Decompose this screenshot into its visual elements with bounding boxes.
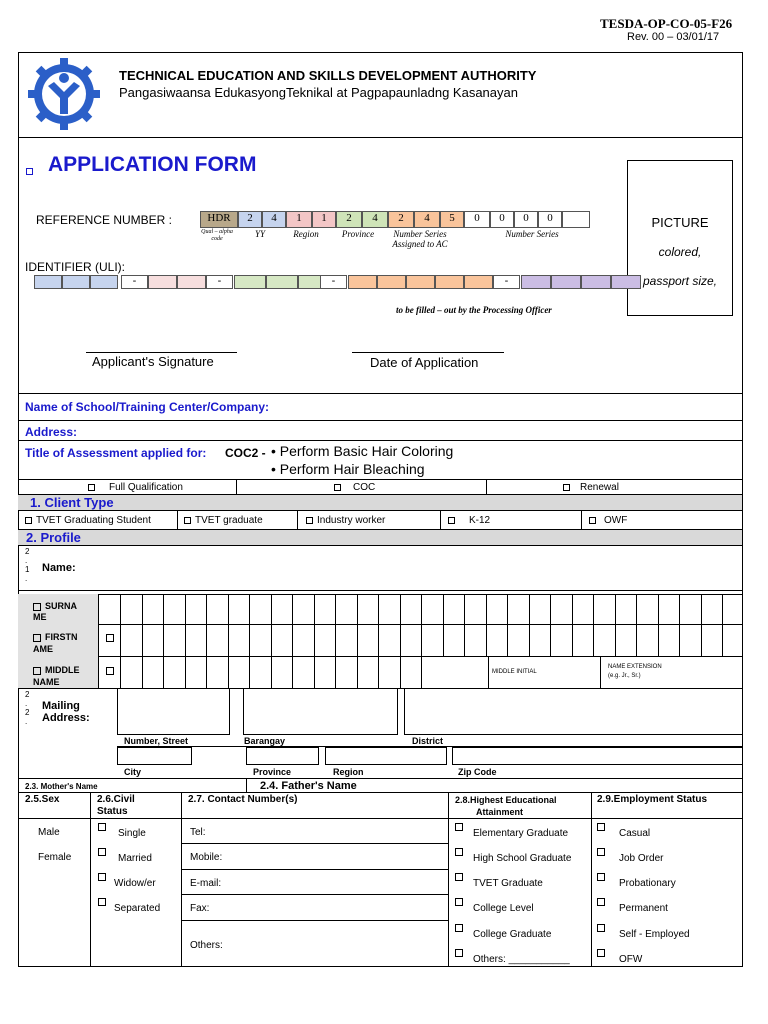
- middle-initial-label: MIDDLE INITIAL: [492, 669, 537, 675]
- father-name-label: 2.4. Father's Name: [260, 780, 357, 792]
- name-char-cell[interactable]: [507, 594, 508, 624]
- caption-qual: Qual – alpha code: [201, 229, 233, 242]
- name-label: Name:: [42, 562, 76, 574]
- civil-separated[interactable]: Separated: [98, 897, 156, 908]
- region-field[interactable]: [325, 747, 447, 765]
- name-char-cell[interactable]: [357, 624, 358, 656]
- reference-cell: 5: [440, 211, 464, 228]
- province-field[interactable]: [246, 747, 319, 765]
- agency-tagline: Pangasiwaansa EdukasyongTeknikal at Pagpapaunladng Kasanayan: [119, 85, 518, 100]
- name-char-cell[interactable]: [722, 594, 723, 624]
- name-char-cell[interactable]: [314, 656, 315, 688]
- reference-cell: 0: [514, 211, 538, 228]
- name-char-cell[interactable]: [292, 594, 293, 624]
- name-char-cell[interactable]: [593, 594, 594, 624]
- reference-cell: 0: [464, 211, 490, 228]
- reference-cell: 1: [286, 211, 312, 228]
- uli-cell[interactable]: [551, 275, 581, 289]
- name-char-cell[interactable]: [464, 624, 465, 656]
- date-label: Date of Application: [370, 355, 479, 370]
- uli-label: IDENTIFIER (ULI):: [25, 260, 126, 274]
- name-extension-label: NAME EXTENSION: [608, 664, 662, 670]
- name-char-cell[interactable]: [486, 624, 487, 656]
- uli-separator: -: [206, 275, 233, 289]
- name-char-cell: [600, 656, 601, 688]
- uli-cell[interactable]: [464, 275, 493, 289]
- barangay-field[interactable]: [243, 688, 398, 735]
- reference-cell: 0: [490, 211, 514, 228]
- civil-status-label: 2.6.Civil: [97, 794, 135, 805]
- uli-cell[interactable]: [90, 275, 118, 289]
- name-section-number: 2 . 1 .: [25, 547, 30, 583]
- row-middlename-label: MIDDLE: [33, 665, 80, 675]
- name-char-cell[interactable]: [421, 624, 422, 656]
- caption-yy: YY: [254, 229, 265, 239]
- name-char-cell[interactable]: [550, 624, 551, 656]
- name-char-cell[interactable]: [636, 594, 637, 624]
- processing-note: to be filled – out by the Processing Officer: [396, 305, 552, 315]
- reference-label: REFERENCE NUMBER :: [36, 213, 173, 227]
- client-type-title: 1. Client Type: [30, 495, 114, 510]
- name-char-cell[interactable]: [163, 656, 164, 688]
- uli-cell[interactable]: [521, 275, 551, 289]
- name-char-cell[interactable]: [163, 594, 164, 624]
- civil-married[interactable]: Married: [98, 847, 144, 858]
- name-char-cell[interactable]: [249, 624, 250, 656]
- email-field[interactable]: E-mail:: [190, 878, 222, 889]
- name-char-cell[interactable]: [464, 594, 465, 624]
- picture-line2: passport size,: [642, 274, 718, 288]
- signature-label: Applicant's Signature: [92, 354, 214, 369]
- edu-high-school[interactable]: High School Graduate: [455, 847, 565, 858]
- uli-cell[interactable]: [435, 275, 464, 289]
- name-char-cell[interactable]: [228, 656, 229, 688]
- employment-status-label: 2.9.Employment Status: [597, 794, 708, 805]
- name-char-cell[interactable]: [400, 624, 401, 656]
- name-char-cell[interactable]: [206, 656, 207, 688]
- number-street-field[interactable]: [117, 688, 230, 735]
- name-char-cell[interactable]: [378, 656, 379, 688]
- caption-region: Region: [293, 229, 319, 239]
- reference-cell: 4: [362, 211, 388, 228]
- emp-ofw[interactable]: OFW: [597, 948, 632, 959]
- name-char-cell[interactable]: [615, 624, 616, 656]
- name-char-cell[interactable]: [120, 624, 121, 656]
- name-char-cell[interactable]: [206, 594, 207, 624]
- name-char-cell: [488, 656, 489, 688]
- name-char-cell[interactable]: [658, 594, 659, 624]
- school-label: Name of School/Training Center/Company:: [25, 400, 270, 414]
- name-char-cell[interactable]: [185, 656, 186, 688]
- name-char-cell[interactable]: [335, 624, 336, 656]
- client-type-graduating[interactable]: TVET Graduating Student: [25, 515, 151, 526]
- uli-separator: -: [121, 275, 148, 289]
- name-char-cell[interactable]: [335, 594, 336, 624]
- edu-college-graduate[interactable]: College Graduate: [455, 923, 545, 934]
- name-char-cell[interactable]: [335, 656, 336, 688]
- zip-code-field[interactable]: [452, 747, 743, 765]
- edu-elementary[interactable]: Elementary Graduate: [455, 822, 562, 833]
- agency-name: TECHNICAL EDUCATION AND SKILLS DEVELOPMENT AUTHORITY: [119, 68, 537, 83]
- name-char-cell[interactable]: [142, 656, 143, 688]
- reference-cell: 0: [538, 211, 562, 228]
- reference-cell: 2: [388, 211, 414, 228]
- mailing-label: Address:: [42, 712, 90, 724]
- name-char-cell[interactable]: [615, 594, 616, 624]
- name-char-cell[interactable]: [120, 594, 121, 624]
- name-char-cell[interactable]: [292, 656, 293, 688]
- name-char-cell[interactable]: [271, 656, 272, 688]
- education-label: 2.8.Highest Educational: [455, 795, 557, 805]
- picture-box: [627, 160, 733, 316]
- name-char-cell[interactable]: [271, 594, 272, 624]
- name-char-cell[interactable]: [421, 594, 422, 624]
- name-char-cell[interactable]: [249, 656, 250, 688]
- name-char-cell[interactable]: [249, 594, 250, 624]
- client-type-industry-worker[interactable]: Industry worker: [306, 515, 385, 526]
- name-char-cell[interactable]: [271, 624, 272, 656]
- emp-permanent[interactable]: Permanent: [597, 897, 658, 908]
- name-char-cell[interactable]: [400, 656, 401, 688]
- emp-casual[interactable]: Casual: [597, 822, 640, 833]
- name-char-cell[interactable]: [443, 594, 444, 624]
- tesda-logo: [26, 56, 102, 132]
- assessment-label: Title of Assessment applied for:: [25, 446, 207, 460]
- emp-probationary[interactable]: Probationary: [597, 872, 666, 883]
- name-char-cell[interactable]: [357, 656, 358, 688]
- reference-cell: [562, 211, 590, 228]
- option-full-qualification[interactable]: Full Qualification: [88, 482, 183, 493]
- reference-cell: 4: [262, 211, 286, 228]
- mailing-section-number: 2 . 2 .: [25, 690, 30, 726]
- uli-cell[interactable]: [581, 275, 611, 289]
- name-char-cell[interactable]: [185, 594, 186, 624]
- option-coc[interactable]: COC: [334, 482, 375, 493]
- uli-cell[interactable]: [62, 275, 90, 289]
- uli-cell[interactable]: [177, 275, 206, 289]
- name-char-cell[interactable]: [400, 594, 401, 624]
- caption-series: Number Series: [505, 229, 559, 239]
- name-char-cell[interactable]: [228, 594, 229, 624]
- name-char-cell[interactable]: [550, 594, 551, 624]
- name-char-cell[interactable]: [679, 594, 680, 624]
- sex-label: 2.5.Sex: [25, 794, 60, 805]
- edu-college-level[interactable]: College Level: [455, 897, 528, 908]
- row-firstname-label: FIRSTN: [33, 632, 78, 642]
- name-char-cell[interactable]: [378, 594, 379, 624]
- name-char-cell[interactable]: [658, 624, 659, 656]
- caption-province: Province: [341, 229, 375, 239]
- assessment-item-1: • Perform Basic Hair Coloring: [271, 443, 454, 459]
- name-char-cell[interactable]: [314, 624, 315, 656]
- name-char-cell[interactable]: [206, 624, 207, 656]
- name-char-cell[interactable]: [120, 656, 121, 688]
- others-contact-field[interactable]: Others:: [190, 940, 223, 951]
- name-char-cell[interactable]: [357, 594, 358, 624]
- tel-field[interactable]: Tel:: [190, 827, 206, 838]
- name-char-cell[interactable]: [593, 624, 594, 656]
- form-code: TESDA-OP-CO-05-F26: [600, 16, 733, 31]
- uli-separator: -: [320, 275, 347, 289]
- profile-title: 2. Profile: [26, 530, 81, 545]
- name-char-cell[interactable]: [701, 624, 702, 656]
- name-char-cell[interactable]: [572, 594, 573, 624]
- assessment-code: COC2 -: [225, 446, 266, 460]
- reference-cell: 2: [336, 211, 362, 228]
- reference-cell: 1: [312, 211, 336, 228]
- uli-cell[interactable]: [34, 275, 62, 289]
- name-char-cell[interactable]: [142, 594, 143, 624]
- mother-name-label: 2.3. Mother's Name: [25, 782, 98, 791]
- contact-numbers-label: 2.7. Contact Number(s): [188, 794, 298, 805]
- name-char-cell[interactable]: [572, 624, 573, 656]
- name-char-cell[interactable]: [722, 624, 723, 656]
- reference-cell: HDR: [200, 211, 238, 228]
- uli-cell[interactable]: [406, 275, 435, 289]
- name-char-cell[interactable]: [636, 624, 637, 656]
- form-title: APPLICATION FORM: [48, 153, 257, 176]
- name-char-cell[interactable]: [292, 624, 293, 656]
- civil-widow[interactable]: Widow/er: [98, 872, 152, 883]
- name-char-cell[interactable]: [378, 624, 379, 656]
- client-type-owf[interactable]: OWF: [589, 515, 627, 526]
- name-char-cell[interactable]: [228, 624, 229, 656]
- uli-cell[interactable]: [348, 275, 377, 289]
- uli-cell[interactable]: [234, 275, 266, 289]
- sex-male[interactable]: Male: [38, 827, 60, 838]
- name-char-cell[interactable]: [507, 624, 508, 656]
- name-char-cell[interactable]: [443, 624, 444, 656]
- client-type-k12[interactable]: K-12: [448, 515, 490, 526]
- option-renewal[interactable]: Renewal: [563, 482, 619, 493]
- name-char-cell[interactable]: [421, 656, 422, 688]
- address-label: Address:: [25, 425, 78, 439]
- assessment-item-2: • Perform Hair Bleaching: [271, 461, 425, 477]
- mobile-field[interactable]: Mobile:: [190, 852, 223, 863]
- picture-line1: colored,: [658, 245, 702, 259]
- edu-others[interactable]: Others: ___________: [455, 948, 564, 959]
- client-type-graduate[interactable]: TVET graduate: [184, 515, 263, 526]
- reference-cell: 4: [414, 211, 440, 228]
- uli-cell[interactable]: [377, 275, 406, 289]
- edu-tvet[interactable]: TVET Graduate: [455, 872, 537, 883]
- uli-separator: -: [493, 275, 520, 289]
- revision: Rev. 00 – 03/01/17: [627, 31, 720, 43]
- name-char-cell[interactable]: [486, 594, 487, 624]
- caption-series-ac: Number Series Assigned to AC: [392, 229, 448, 249]
- emp-job-order[interactable]: Job Order: [597, 847, 653, 858]
- name-char-cell[interactable]: [185, 624, 186, 656]
- name-char-cell[interactable]: [701, 594, 702, 624]
- name-char-cell[interactable]: [529, 594, 530, 624]
- name-char-cell[interactable]: [142, 624, 143, 656]
- uli-cell[interactable]: [611, 275, 641, 289]
- name-char-cell[interactable]: [314, 594, 315, 624]
- city-field[interactable]: [117, 747, 192, 765]
- name-char-cell[interactable]: [679, 624, 680, 656]
- emp-self-employed[interactable]: Self - Employed: [597, 923, 680, 934]
- fax-field[interactable]: Fax:: [190, 903, 210, 914]
- district-field[interactable]: [404, 688, 743, 735]
- picture-title: PICTURE: [651, 215, 709, 230]
- reference-cell: 2: [238, 211, 262, 228]
- civil-single[interactable]: Single: [98, 822, 138, 833]
- uli-cell[interactable]: [266, 275, 298, 289]
- name-char-cell[interactable]: [163, 624, 164, 656]
- name-char-cell[interactable]: [529, 624, 530, 656]
- uli-cell[interactable]: [148, 275, 177, 289]
- sex-female[interactable]: Female: [38, 852, 72, 863]
- row-surname-label: SURNA: [33, 600, 77, 612]
